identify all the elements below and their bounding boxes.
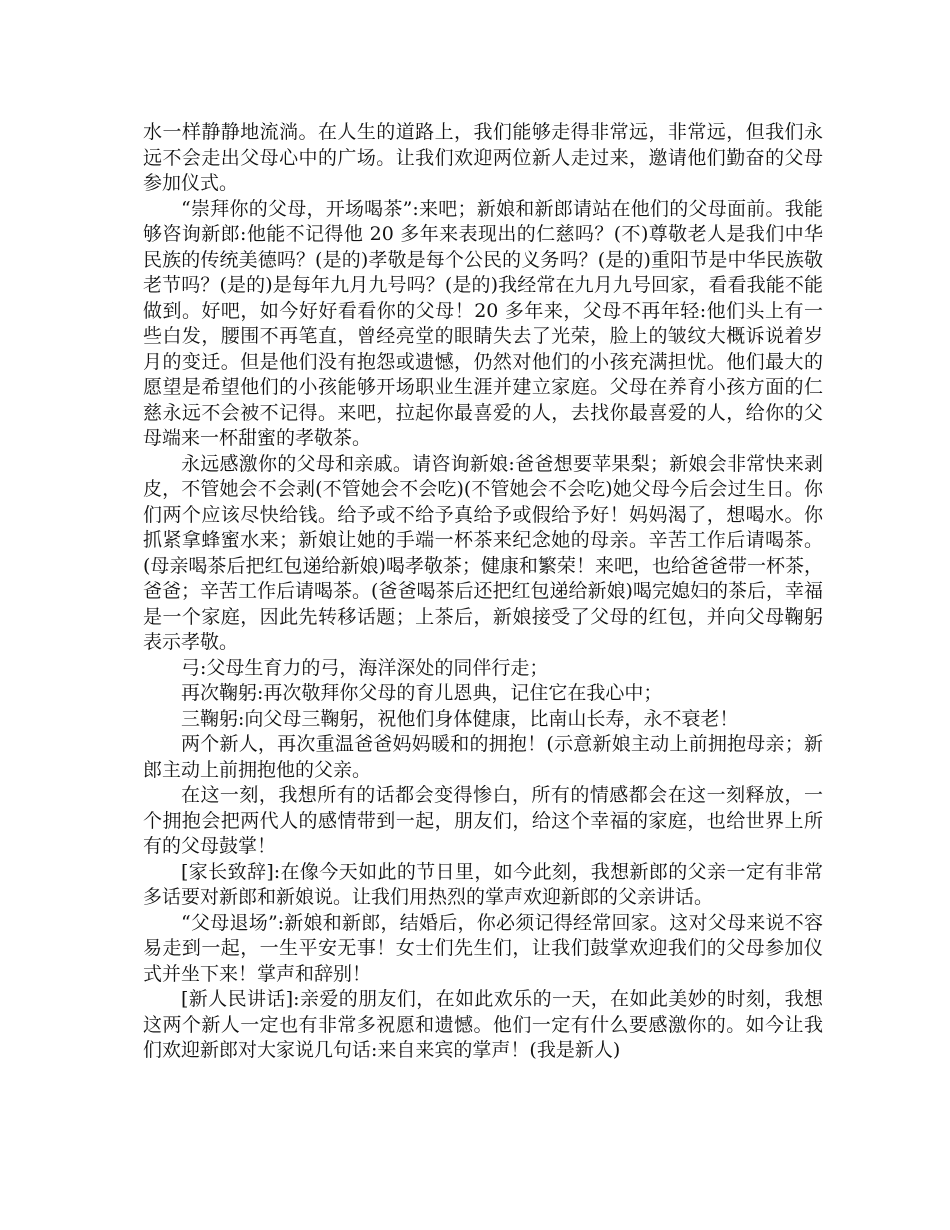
paragraph: 水一样静静地流淌。在人生的道路上，我们能够走得非常远，非常远，但我们永远不会走出父母心中的广场。让我们欢迎两位新人走过来，邀请他们勤奋的父母参加仪式。 xyxy=(143,121,823,194)
paragraph: [家长致辞]:在像今天如此的节日里，如今此刻，我想新郎的父亲一定有非常多话要对新郎和新娘说。让我们用热烈的掌声欢迎新郎的父亲讲话。 xyxy=(143,860,823,908)
paragraph: 永远感激你的父母和亲戚。请咨询新娘:爸爸想要苹果梨；新娘会非常快来剥皮，不管她会不会剥(不管她会不会吃)(不管她会不会吃)她父母今后会过生日。你们两个应该尽快给钱。给予或不给予真给予或假给予好！妈妈渴了，想喝水。你抓紧拿蜂蜜水来；新娘让她的手端一杯茶来纪念她的母亲。辛苦工作后请喝茶。(母亲喝茶后把红包递给新娘)喝孝敬茶；健康和繁荣！来吧，也给爸爸带一杯茶，爸爸；辛苦工作后请喝茶。(爸爸喝茶后还把红包递给新娘)喝完媳妇的茶后，幸福是一个家庭，因此先转移话题；上茶后，新娘接受了父母的红包，并向父母鞠躬表示孝敬。 xyxy=(143,452,823,653)
paragraph: 弓:父母生育力的弓，海洋深处的同伴行走； xyxy=(181,656,549,679)
paragraph: [新人民讲话]:亲爱的朋友们，在如此欢乐的一天，在如此美妙的时刻，我想这两个新人一定也有非常多祝愿和遗憾。他们一定有什么要感激你的。如今让我们欢迎新郎对大家说几句话:来自来宾的掌声！(我是新人) xyxy=(143,988,823,1061)
paragraph: “崇拜你的父母，开场喝茶”:来吧；新娘和新郎请站在他们的父母面前。我能够咨询新郎:他能不记得他 20 多年来表现出的仁慈吗？(不)尊敬老人是我们中华民族的传统美德吗？(是的)孝敬是每个公民的义务吗？(是的)重阳节是中华民族敬老节吗？(是的)是每年九月九号吗？(是的)我经常在九月九号回家，看看我能不能做到。好吧，如今好好看看你的父母！20 多年来，父母不再年轻:他们头上有一些白发，腰围不再笔直，曾经亮堂的眼睛失去了光荣，脸上的皱纹大概诉说着岁月的变迁。但是他们没有抱怨或遗憾，仍然对他们的小孩充满担忧。他们最大的愿望是希望他们的小孩能够开场职业生涯并建立家庭。父母在养育小孩方面的仁慈永远不会被不记得。来吧，拉起你最喜爱的人，去找你最喜爱的人，给你的父母端来一杯甜蜜的孝敬茶。 xyxy=(143,197,823,449)
paragraph: 在这一刻，我想所有的话都会变得惨白，所有的情感都会在这一刻释放，一个拥抱会把两代人的感情带到一起，朋友们，给这个幸福的家庭，也给世界上所有的父母鼓掌！ xyxy=(143,784,823,857)
paragraph: 三鞠躬:向父母三鞠躬，祝他们身体健康，比南山长寿，永不衰老！ xyxy=(181,707,739,730)
paragraph: “父母退场”:新娘和新郎，结婚后，你必须记得经常回家。这对父母来说不容易走到一起，一生平安无事！女士们先生们，让我们鼓掌欢迎我们的父母参加仪式并坐下来！掌声和辞别！ xyxy=(143,911,823,985)
document-body xyxy=(143,120,823,1064)
paragraph: 两个新人，再次重温爸爸妈妈暖和的拥抱！(示意新娘主动上前拥抱母亲；新郎主动上前拥抱他的父亲。 xyxy=(143,733,823,781)
paragraph: 再次鞠躬:再次敬拜你父母的育儿恩典，记住它在我心中； xyxy=(181,682,663,704)
